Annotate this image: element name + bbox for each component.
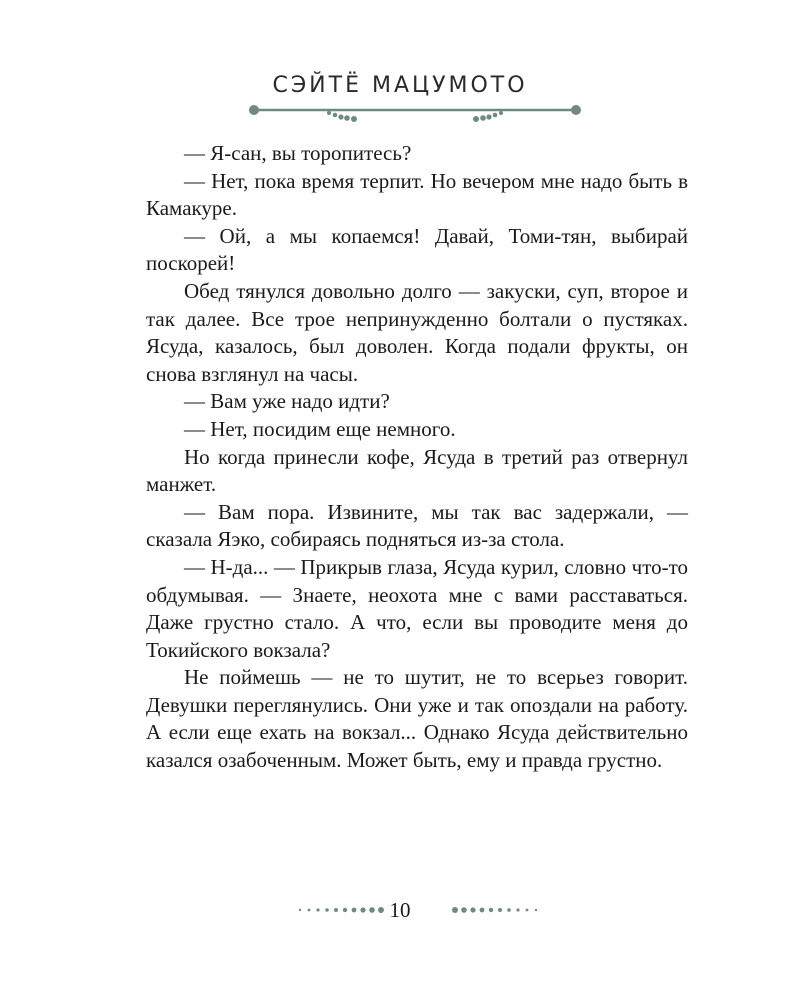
page-footer xyxy=(0,896,800,926)
paragraph: — Вам пора. Извините, мы так вас задержали, — сказала Яэко, собираясь подняться из-за стола. xyxy=(146,499,688,552)
paragraph: — Нет, посидим еще немного. xyxy=(184,416,456,441)
header-ornament xyxy=(245,98,585,128)
paragraph: Не поймешь — не то шутит, не то всерьез говорит. Девушки переглянулись. Они уже и так опоздали на работу. А если еще ехать на вокзал... Однако Ясуда действительно казался озабоченным. Может быть, ему и правда грустно. xyxy=(146,665,688,773)
ornament-beads-left xyxy=(327,111,357,122)
paragraph: Но когда принесли кофе, Ясуда в третий раз отвернул манжет. xyxy=(146,444,688,497)
paragraph: — Я-сан, вы торопитесь? xyxy=(184,141,412,165)
page-number: 10 xyxy=(389,898,411,922)
paragraph: Обед тянулся довольно долго — закуски, суп, второе и так далее. Все трое непринужденно болтали о пустяках. Ясуда, казалось, был доволен. Когда подали фрукты, он снова взглянул на часы. xyxy=(146,278,688,386)
paragraph: — Н-да... — Прикрыв глаза, Ясуда курил, словно что-то обдумывая. — Знаете, неохота мне с вами расставаться. Даже грустно стало. А что, если вы проводите меня до Токийского вокзала? xyxy=(146,554,688,662)
footer-dots-right xyxy=(400,896,650,924)
paragraph: — Вам уже надо идти? xyxy=(184,389,390,414)
paragraph: — Нет, пока время терпит. Но вечером мне надо быть в Камакуре. xyxy=(146,168,688,221)
author-name: СЭЙТЁ МАЦУМОТО xyxy=(272,73,528,98)
ornament-end-right xyxy=(571,105,581,115)
ornament-end-left xyxy=(249,105,259,115)
ornament-beads-right xyxy=(473,111,503,122)
body-text xyxy=(146,140,688,775)
paragraph: — Ой, а мы копаемся! Давай, Томи-тян, выбирай поскорей! xyxy=(146,223,688,276)
